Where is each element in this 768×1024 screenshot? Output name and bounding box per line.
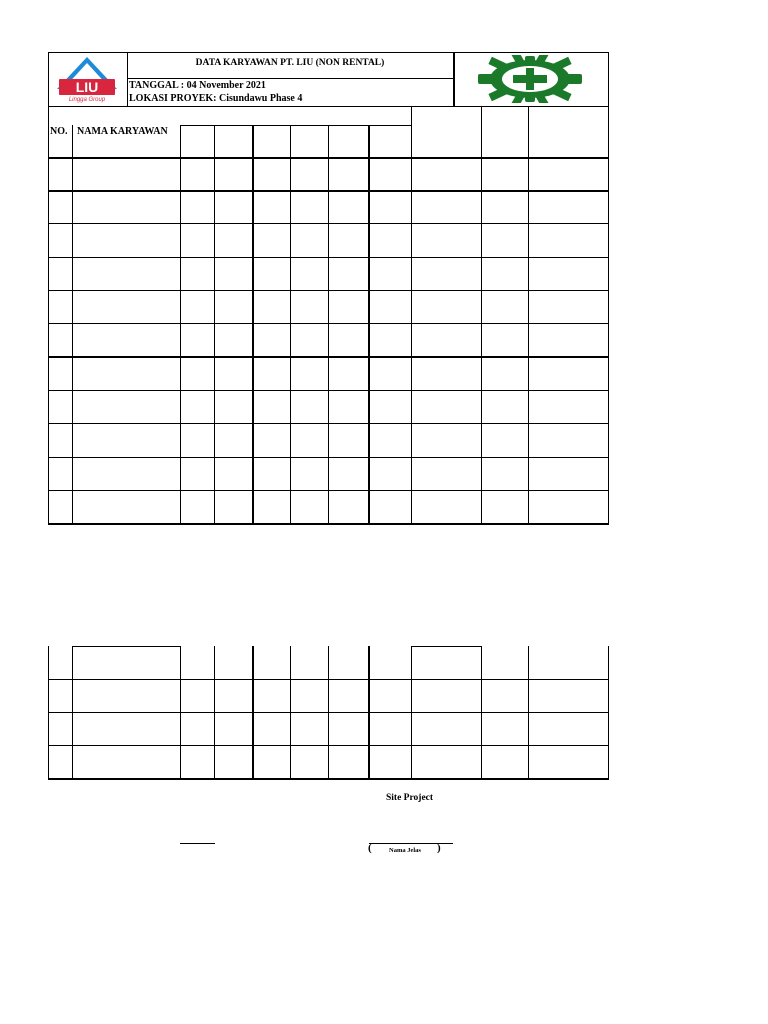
company-logo-subtext: Lingga Group [68, 97, 106, 103]
open-paren: ( [368, 842, 372, 854]
name-placeholder: Nama Jelas [389, 847, 421, 854]
date-line: TANGGAL : 04 November 2021 [129, 80, 266, 91]
col-no-header: NO. [50, 126, 68, 137]
close-paren: ) [437, 842, 441, 854]
company-logo [55, 55, 119, 103]
site-project-label: Site Project [386, 793, 434, 803]
signature-line-left [180, 843, 215, 844]
company-logo-text: LIU [75, 79, 99, 95]
page-title: DATA KARYAWAN PT. LIU (NON RENTAL) [195, 58, 385, 68]
location-line: LOKASI PROYEK: Cisundawu Phase 4 [129, 93, 303, 104]
col-name-header: NAMA KARYAWAN [77, 126, 168, 137]
gear-cross-icon [476, 55, 584, 103]
